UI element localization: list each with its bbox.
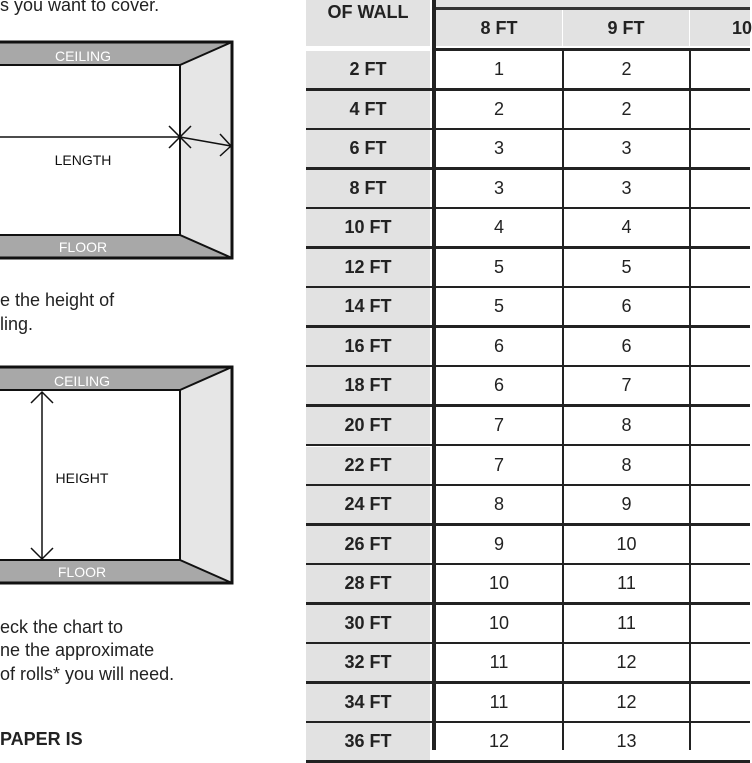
table-cell: 10 [436,605,562,642]
table-cell: 8 [436,486,562,523]
table-cell: 11 [564,565,689,602]
table-cell: 9 [564,486,689,523]
table-cell: 6 [564,288,689,325]
table-cell: 6 [436,328,562,365]
row-label: 26 FT [306,526,430,563]
table-cell: 6 [436,367,562,404]
column-divider [432,0,436,750]
table-cell: 5 [564,249,689,286]
row-label: 16 FT [306,328,430,365]
table-cell: 11 [564,605,689,642]
table-row [306,170,750,210]
table-cell: 5 [436,288,562,325]
table-row [306,526,750,566]
table-cell [692,605,750,642]
row-label: 2 FT [306,51,430,88]
row-label: 12 FT [306,249,430,286]
instruction-step3-line2: ne the approximate [0,640,155,660]
table-cell [692,723,750,760]
table-row [306,288,750,328]
column-header: 10 [690,10,750,46]
table-row [306,723,750,763]
table-cell: 7 [436,447,562,484]
row-label: 14 FT [306,288,430,325]
table-cell: 9 [436,526,562,563]
table-cell [692,367,750,404]
table-cell: 4 [436,209,562,246]
table-row [306,209,750,249]
row-label: 34 FT [306,684,430,721]
table-cell: 8 [564,447,689,484]
table-row [306,328,750,368]
table-cell: 10 [564,526,689,563]
row-label: 10 FT [306,209,430,246]
table-cell: 13 [564,723,689,760]
table-cell: 11 [436,684,562,721]
column-rule [689,48,691,750]
row-label: 8 FT [306,170,430,207]
row-label: 4 FT [306,91,430,128]
table-cell: 3 [564,170,689,207]
row-label: 20 FT [306,407,430,444]
floor-label: FLOOR [58,239,108,255]
table-cell: 12 [564,684,689,721]
column-header: 8 FT [436,10,562,46]
table-row [306,130,750,170]
row-label: 18 FT [306,367,430,404]
table-cell [692,91,750,128]
table-cell: 3 [436,130,562,167]
table-cell: 1 [436,51,562,88]
table-cell: 3 [564,130,689,167]
corner-header: OF WALL [306,0,430,46]
row-rule [306,760,750,763]
table-cell: 12 [564,644,689,681]
row-label: 28 FT [306,565,430,602]
instruction-step1-text: s you want to cover. [0,0,160,15]
table-cell [692,565,750,602]
table-cell [692,130,750,167]
table-cell: 2 [564,51,689,88]
table-cell: 7 [436,407,562,444]
row-label: 30 FT [306,605,430,642]
table-row [306,367,750,407]
table-cell [692,170,750,207]
table-row [306,644,750,684]
table-cell: 5 [436,249,562,286]
table-cell [692,288,750,325]
floor-label: FLOOR [57,564,107,580]
table-cell [692,644,750,681]
table-row [306,447,750,487]
row-label: 6 FT [306,130,430,167]
row-label: 32 FT [306,644,430,681]
table-cell [692,526,750,563]
column-rule [562,48,564,750]
table-row [306,249,750,289]
table-cell [692,328,750,365]
table-cell: 10 [436,565,562,602]
instruction-step3-line1: eck the chart to [0,617,124,637]
table-cell [692,51,750,88]
table-cell [692,447,750,484]
table-cell [692,209,750,246]
table-cell [692,249,750,286]
ceiling-label: CEILING [54,48,112,64]
instruction-step3-line3: of rolls* you will need. [0,664,175,684]
table-cell [692,684,750,721]
table-cell [692,407,750,444]
table-cell: 4 [564,209,689,246]
table-cell: 8 [564,407,689,444]
table-cell: 2 [436,91,562,128]
table-cell: 6 [564,328,689,365]
header-band [436,0,750,10]
table-row [306,565,750,605]
table-row [306,684,750,724]
height-label: HEIGHT [55,470,109,486]
length-diagram [0,40,240,262]
length-label: LENGTH [54,152,112,168]
table-row [306,407,750,447]
table-row [306,605,750,645]
column-header: 9 FT [563,10,689,46]
table-cell: 2 [564,91,689,128]
table-row [306,486,750,526]
row-label: 24 FT [306,486,430,523]
instruction-step2-line2: ling. [0,314,34,334]
header-rule [436,48,750,51]
table-cell [692,486,750,523]
row-label: 22 FT [306,447,430,484]
row-label: 36 FT [306,723,430,760]
ceiling-label: CEILING [53,373,111,389]
table-cell: 11 [436,644,562,681]
height-diagram [0,365,240,587]
footer-heading: PAPER IS [0,729,83,749]
table-cell: 3 [436,170,562,207]
table-cell: 12 [436,723,562,760]
table-row [306,91,750,131]
table-cell: 7 [564,367,689,404]
table-row [306,51,750,91]
instruction-step2-line1: e the height of [0,290,115,310]
